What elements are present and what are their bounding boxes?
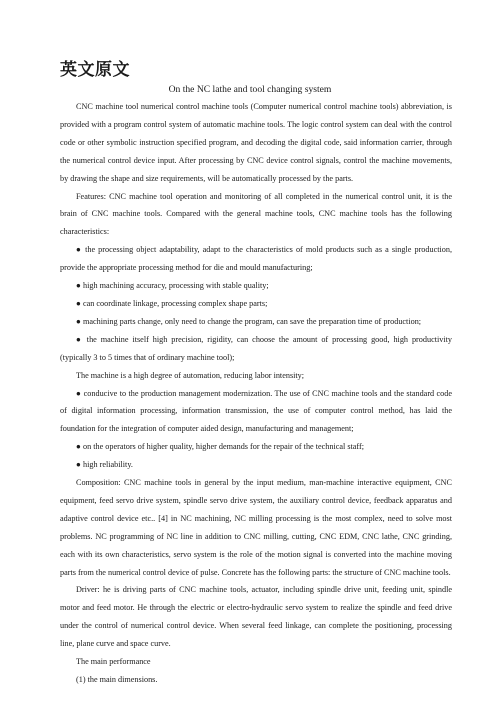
paragraph-main-performance: The main performance xyxy=(76,657,151,667)
bullet-management: ● conducive to the production management modernization. The use of CNC machine tools and the standard code of digital information processing, information transmission, the use of computer control method, has laid the foundation for the integration of computer aided design, manufacturing and management; xyxy=(60,388,452,434)
document-title: On the NC lathe and tool changing system xyxy=(168,84,332,95)
bullet-precision: ● the machine itself high precision, rigidity, can choose the amount of processing good, high productivity (typically 3 to 5 times that of ordinary machine tool); xyxy=(60,334,452,362)
paragraph-automation: The machine is a high degree of automation, reducing labor intensity; xyxy=(76,370,305,380)
paragraph-main-dimensions: (1) the main dimensions. xyxy=(76,675,158,684)
section-heading: 英文原文 xyxy=(60,60,130,80)
bullet-linkage: ● can coordinate linkage, processing complex shape parts; xyxy=(76,298,268,308)
bullet-operators: ● on the operators of higher quality, higher demands for the repair of the technical staff; xyxy=(76,442,364,452)
bullet-adaptability: ● the processing object adaptability, adapt to the characteristics of mold products such as a single production, provide the appropriate processing method for die and mould manufacturing; xyxy=(60,245,452,273)
paragraph-intro: CNC machine tool numerical control machine tools (Computer numerical control machine tools) abbreviation, is provided with a program control system of automatic machine tools. The logic control system can deal with the control code or other symbolic instruction specified program, and decoding the digital code, said information carrier, through the numerical control device input. After processing by CNC device control signals, control the machine movements, by drawing the shape and size requirements, will be automatically processed by the parts. xyxy=(60,102,452,183)
bullet-accuracy: ● high machining accuracy, processing with stable quality; xyxy=(76,281,269,291)
paragraph-driver: Driver: he is driving parts of CNC machine tools, actuator, including spindle drive unit, feeding unit, spindle motor and feed motor. He through the electric or electro-hydraulic servo system to realize the spindle and feed drive under the control of numerical control device. When several feed linkage, can complete the positioning, processing line, plane curve and space curve. xyxy=(60,585,452,649)
bullet-parts-change: ● machining parts change, only need to change the program, can save the preparation time of production; xyxy=(76,316,422,326)
body-text xyxy=(60,98,452,689)
paragraph-features: Features: CNC machine tool operation and monitoring of all completed in the numerical control unit, it is the brain of CNC machine tools. Compared with the general machine tools, CNC machine tools has the following characteristics: xyxy=(60,191,452,237)
bullet-reliability: ● high reliability. xyxy=(76,460,133,470)
paragraph-composition: Composition: CNC machine tools in general by the input medium, man-machine interactive equipment, CNC equipment, feed servo drive system, spindle servo drive system, the auxiliary control device, feedback apparatus and adaptive control device etc.. [4] in NC machining, NC milling processing is the most complex, need to solve most problems. NC programming of NC line in addition to CNC milling, cutting, CNC EDM, CNC lathe, CNC grinding, each with its own characteristics, servo system is the role of the motion signal is converted into the machine moving parts from the numerical control device of pulse. Concrete has the following parts: the structure of CNC machine tools. xyxy=(60,478,452,577)
